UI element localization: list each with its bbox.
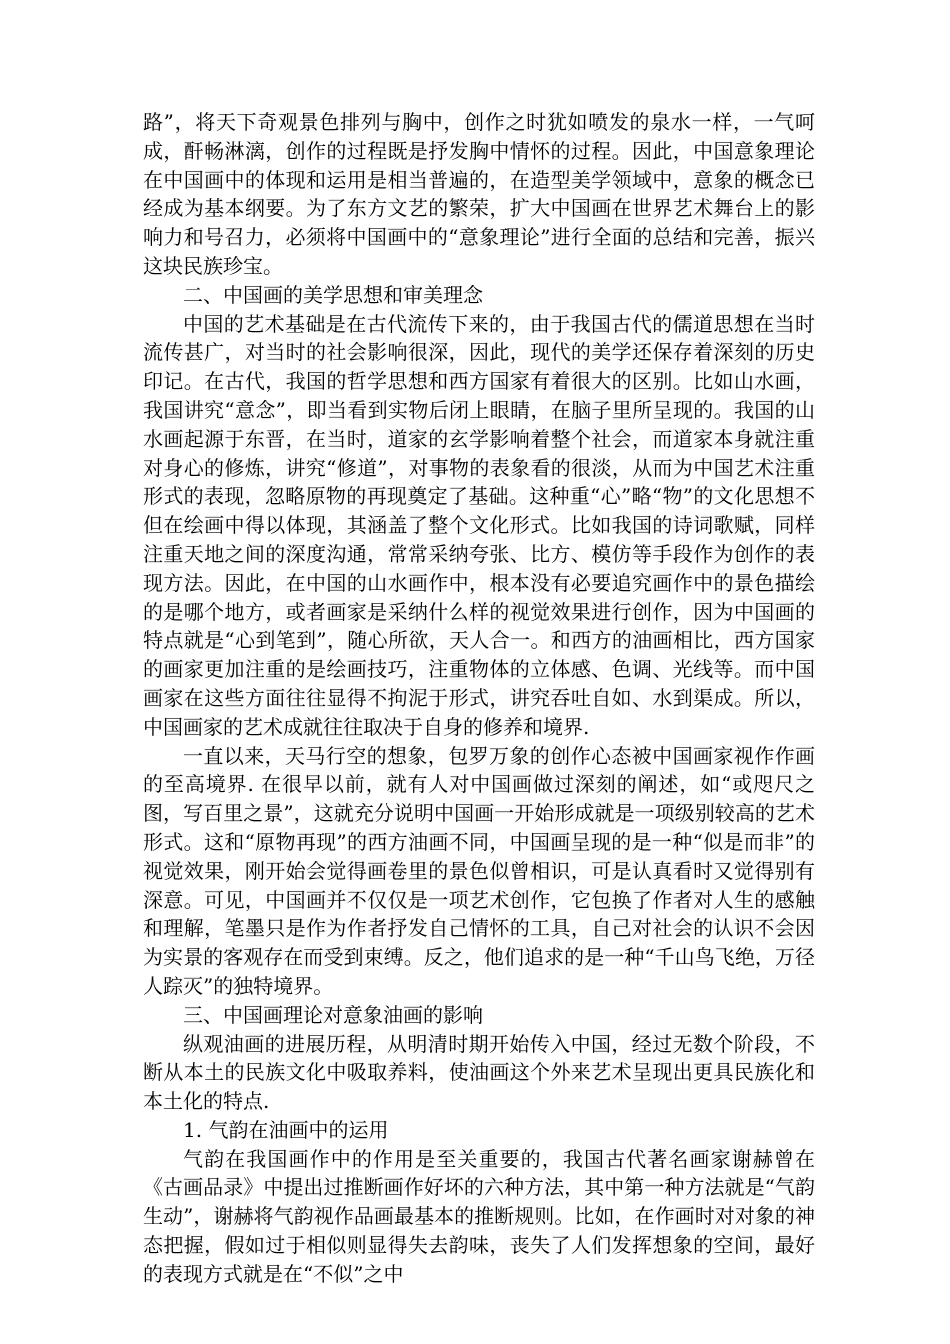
paragraph-3: 一直以来，天马行空的想象，包罗万象的创作心态被中国画家视作作画的至高境界. 在很早以前，就有人对中国画做过深刻的阐述，如“或咫尺之图，写百里之景”，这就充分说明中国画一开始形成就是一项级别较高的艺术形式。这和“原物再现”的西方油画不同，中国画呈现的是一种“似是而非”的视觉效果，刚开始会觉得画卷里的景色似曾相识，可是认真看时又觉得别有深意。可见，中国画并不仅仅是一项艺术创作，它包换了作者对人生的感触和理解，笔墨只是作为作者抒发自己情怀的工具，自己对社会的认识不会因为实景的客观存在而受到束缚。反之，他们追求的是一种“千山鸟飞绝，万径人踪灭”的独特境界。: [143, 743, 815, 998]
paragraph-4: 纵观油画的进展历程，从明清时期开始传入中国，经过无数个阶段，不断从本土的民族文化中吸取养料，使油画这个外来艺术呈现出更具民族化和本土化的特点.: [143, 1031, 815, 1114]
paragraph-1: 路”，将天下奇观景色排列与胸中，创作之时犹如喷发的泉水一样，一气呵成，酐畅淋漓，创作的过程既是抒发胸中情怀的过程。因此，中国意象理论在中国画中的体现和运用是相当普遍的，在造型美学领域中，意象的概念已经成为基本纲要。为了东方文艺的繁荣，扩大中国画在世界艺术舞台上的影响力和号召力，必须将中国画中的“意象理论”进行全面的总结和完善，振兴这块民族珍宝。: [143, 110, 815, 278]
document-page: [143, 108, 815, 1289]
section-heading-2: 二、中国画的美学思想和审美理念: [183, 282, 483, 307]
paragraph-5: 气韵在我国画作中的作用是至关重要的，我国古代著名画家谢赫曾在《古画品录》中提出过推断画作好坏的六种方法，其中第一种方法就是“气韵生动”，谢赫将气韵视作品画最基本的推断规则。比如，在作画时对对象的神态把握，假如过于相似则显得失去韵味，丧失了人们发挥想象的空间，最好的表现方式就是在“不似”之中: [143, 1146, 815, 1286]
subsection-heading-1: 1. 气韵在油画中的运用: [183, 1117, 389, 1142]
paragraph-2: 中国的艺术基础是在古代流传下来的，由于我国古代的儒道思想在当时流传甚广，对当时的社会影响很深，因此，现代的美学还保存着深刻的历史印记。在古代，我国的哲学思想和西方国家有着很大的区别。比如山水画，我国讲究“意念”，即当看到实物后闭上眼睛，在脑子里所呈现的。我国的山水画起源于东晋，在当时，道家的玄学影响着整个社会，而道家本身就注重对身心的修炼，讲究“修道”，对事物的表象看的很淡，从而为中国艺术注重形式的表现，忽略原物的再现奠定了基础。这种重“心”略“物”的文化思想不但在绘画中得以体现，其涵盖了整个文化形式。比如我国的诗词歌赋，同样注重天地之间的深度沟通，常常采纳夸张、比方、模仿等手段作为创作的表现方法。因此，在中国的山水画作中，根本没有必要追究画作中的景色描绘的是哪个地方，或者画家是采纳什么样的视觉效果进行创作，因为中国画的特点就是“心到笔到”，随心所欲，天人合一。和西方的油画相比，西方国家的画家更加注重的是绘画技巧，注重物体的立体感、色调、光线等。而中国画家在这些方面往往显得不拘泥于形式，讲究吞吐自如、水到渠成。所以，中国画家的艺术成就往往取决于自身的修养和境界.: [143, 311, 815, 739]
section-heading-3: 三、中国画理论对意象油画的影响: [183, 1002, 483, 1027]
